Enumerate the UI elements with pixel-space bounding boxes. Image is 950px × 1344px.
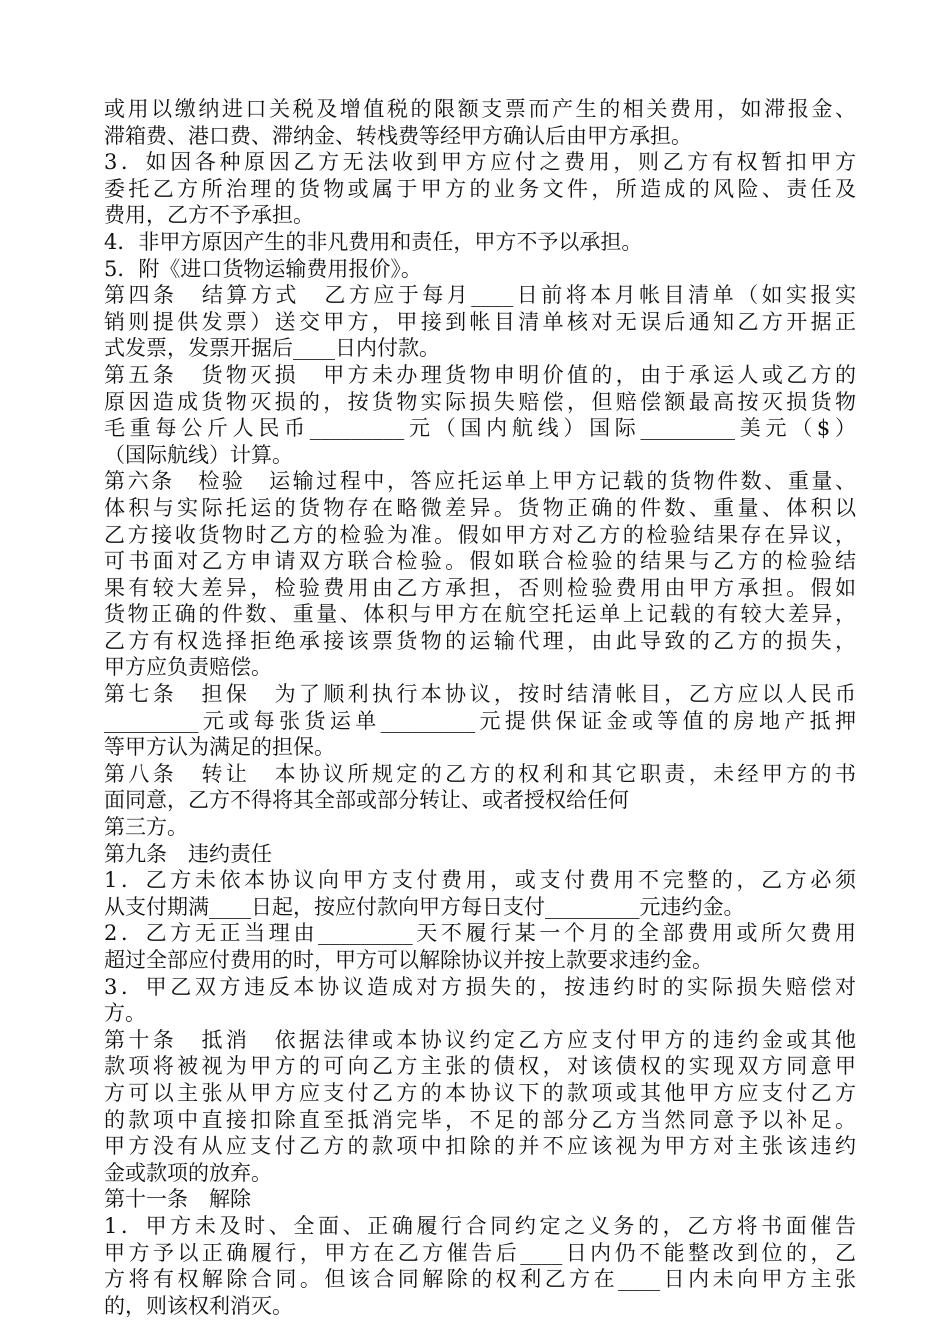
text-line: 委托乙方所治理的货物或属于甲方的业务文件，所造成的风险、责任及 (104, 176, 856, 201)
text-line: 1．乙方未依本协议向甲方支付费用，或支付费用不完整的，乙方必须 (104, 868, 856, 893)
text-line: 甲方没有从应支付乙方的款项中扣除的并不应该视为甲方对主张该违约 (104, 1134, 856, 1159)
text-line: 1．甲方未及时、全面、正确履行合同约定之义务的，乙方将书面催告 (104, 1213, 856, 1238)
text-line: 甲方应负责赔偿。 (104, 655, 272, 680)
text-line: 方。 (104, 1001, 146, 1026)
text-line: 毛重每公斤人民币_________元（国内航线）国际_________美元（$） (104, 416, 856, 441)
text-line: 第十一条 解除 (104, 1187, 251, 1212)
text-line: 第四条 结算方式 乙方应于每月____日前将本月帐目清单（如实报实 (104, 283, 856, 308)
text-line: 的，则该权利消灭。 (104, 1293, 293, 1318)
text-line: 乙方有权选择拒绝承接该票货物的运输代理，由此导致的乙方的损失， (104, 628, 856, 653)
text-line: （国际航线）计算。 (104, 442, 293, 467)
text-line: 第三方。 (104, 815, 188, 840)
text-line: 原因造成货物灭损的，按货物实际损失赔偿，但赔偿额最高按灭损货物 (104, 389, 856, 414)
text-line: 3．如因各种原因乙方无法收到甲方应付之费用，则乙方有权暂扣甲方 (104, 150, 856, 175)
text-line: 货物正确的件数、重量、体积与甲方在航空托运单上记载的有较大差异， (104, 602, 856, 627)
document-page (104, 96, 856, 1319)
text-line: 体积与实际托运的货物存在略微差异。货物正确的件数、重量、体积以 (104, 495, 856, 520)
text-line: 第十条 抵消 依据法律或本协议约定乙方应支付甲方的违约金或其他 (104, 1027, 856, 1052)
text-line: 销则提供发票）送交甲方，甲接到帐目清单核对无误后通知乙方开据正 (104, 309, 856, 334)
text-line: 可书面对乙方申请双方联合检验。假如联合检验的结果与乙方的检验结 (104, 549, 856, 574)
text-line: _________元或每张货运单_________元提供保证金或等值的房地产抵押 (104, 708, 856, 733)
text-line: 等甲方认为满足的担保。 (104, 735, 335, 760)
text-line: 5．附《进口货物运输费用报价》。 (104, 256, 422, 281)
text-line: 第六条 检验 运输过程中，答应托运单上甲方记载的货物件数、重量、 (104, 469, 856, 494)
text-line: 超过全部应付费用的时，甲方可以解除协议并按上款要求违约金。 (104, 948, 713, 972)
text-line: 方将有权解除合同。但该合同解除的权利乙方在____日内未向甲方主张 (104, 1267, 856, 1292)
text-line: 的款项中直接扣除直至抵消完毕，不足的部分乙方当然同意予以补足。 (104, 1107, 856, 1132)
text-line: 款项将被视为甲方的可向乙方主张的债权，对该债权的实现双方同意甲 (104, 1054, 856, 1079)
text-line: 从支付期满____日起，按应付款向甲方每日支付_________元违约金。 (104, 894, 745, 919)
text-line: 滞箱费、港口费、滞纳金、转栈费等经甲方确认后由甲方承担。 (104, 123, 692, 148)
text-line: 3．甲乙双方违反本协议造成对方损失的，按违约时的实际损失赔偿对 (104, 974, 856, 999)
text-line: 第八条 转让 本协议所规定的乙方的权利和其它职责，未经甲方的书 (104, 761, 856, 786)
text-line: 面同意，乙方不得将其全部或部分转让、或者授权给任何 (104, 788, 629, 813)
text-line: 金或款项的放弃。 (104, 1160, 272, 1185)
text-line: 4．非甲方原因产生的非凡费用和责任，甲方不予以承担。 (104, 229, 643, 254)
text-line: 方可以主张从甲方应支付乙方的本协议下的款项或其他甲方应支付乙方 (104, 1080, 856, 1105)
text-line: 果有较大差异，检验费用由乙方承担，否则检验费用由甲方承担。假如 (104, 575, 856, 600)
text-line: 甲方予以正确履行，甲方在乙方催告后____日内仍不能整改到位的，乙 (104, 1240, 856, 1265)
text-line: 第九条 违约责任 (104, 841, 272, 866)
text-line: 式发票，发票开据后____日内付款。 (104, 336, 440, 361)
text-line: 2．乙方无正当理由_________天不履行某一个月的全部费用或所欠费用 (104, 921, 856, 946)
text-line: 乙方接收货物时乙方的检验为准。假如甲方对乙方的检验结果存在异议， (104, 522, 856, 547)
text-line: 或用以缴纳进口关税及增值税的限额支票而产生的相关费用，如滞报金、 (104, 97, 856, 121)
text-line: 费用，乙方不予承担。 (104, 203, 314, 228)
text-line: 第五条 货物灭损 甲方未办理货物申明价值的，由于承运人或乙方的 (104, 362, 856, 387)
text-line: 第七条 担保 为了顺利执行本协议，按时结清帐目，乙方应以人民币 (104, 682, 856, 707)
